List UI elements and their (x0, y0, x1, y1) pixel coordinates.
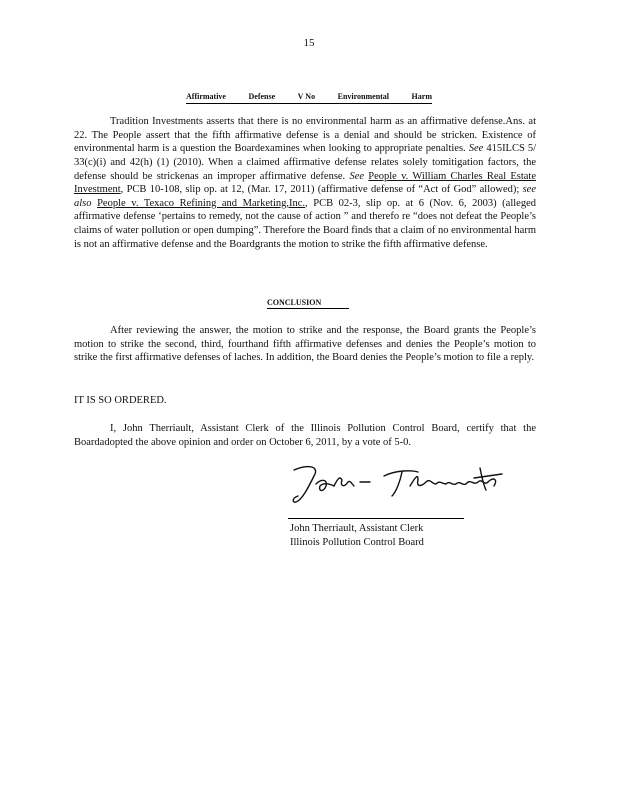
citation-signal: See (468, 143, 484, 155)
heading-word: Defense (248, 92, 276, 101)
paragraph-text: , PCB 10-108, slip op. at 12, (Mar. 17, 2011) (affirmative defense of “Act of God” allowed); (120, 184, 520, 196)
citation-signal: See (349, 170, 365, 182)
signature-line (288, 518, 464, 519)
case-citation: People v. William Charles Real Estate Investment (74, 170, 537, 196)
paragraph-text: , PCB 02-3, slip op. at 6 (Nov. 6, 2003) (alleged affirmative defense ‘pertains to remedy, not the cause of action ” and therefo re “does not defeat the People’s claims of water pollution or open dumping”. Therefore the Board finds that a claim of no environmental harm is not an affirmative defense and the Boardgrants the motion to strike the fifth affirmative defense. (74, 197, 536, 250)
signer-name: John Therriault, Assistant Clerk (290, 523, 424, 534)
case-citation: People v. Texaco Refining and Marketing,Inc. (97, 197, 306, 209)
body-paragraph-fifth-defense (74, 115, 536, 251)
citation-signal: see also (74, 184, 536, 209)
signer-block (290, 522, 424, 550)
signer-organization: Illinois Pollution Control Board (290, 537, 424, 549)
heading-word: Environmental (337, 92, 390, 101)
page-number: 15 (303, 37, 315, 49)
paragraph-text: Tradition Investments asserts that there is no environmental harm as an affirmative defense.Ans. at 22. The People assert that the fifth affirmative defense is a denial and should be stricken. Existence of environmental harm is a question the Boardexamines when looking to appropriate penalties. (74, 116, 536, 155)
heading-word: Affirmative (186, 92, 226, 101)
certification-paragraph: I, John Therriault, Assistant Clerk of the Illinois Pollution Control Board, certify that the Boardadopted the above opinion and order on October 6, 2011, by a vote of 5-0. (74, 423, 536, 448)
heading-word: Harm (411, 92, 432, 101)
heading-word: V No (297, 92, 316, 101)
body-paragraph-conclusion: After reviewing the answer, the motion to strike and the response, the Board grants the People’s motion to strike the second, third, fourthand fifth affirmative defenses and denies the People’s motion to strike the first affirmative defenses of laches. In addition, the Board denies the People’s motion to file a reply. (74, 325, 536, 364)
handwritten-signature (288, 456, 528, 512)
paragraph-text: 415ILCS 5/ 33(c)(i) and 42(h) (1) (2010). When a claimed affirmative defense relates solely tomitigation factors, the defense should be strickenas an improper affirmative defense. (74, 143, 537, 182)
conclusion-heading: CONCLUSION (267, 298, 349, 309)
section-heading (186, 92, 432, 104)
so-ordered: IT IS SO ORDERED. (74, 395, 167, 406)
